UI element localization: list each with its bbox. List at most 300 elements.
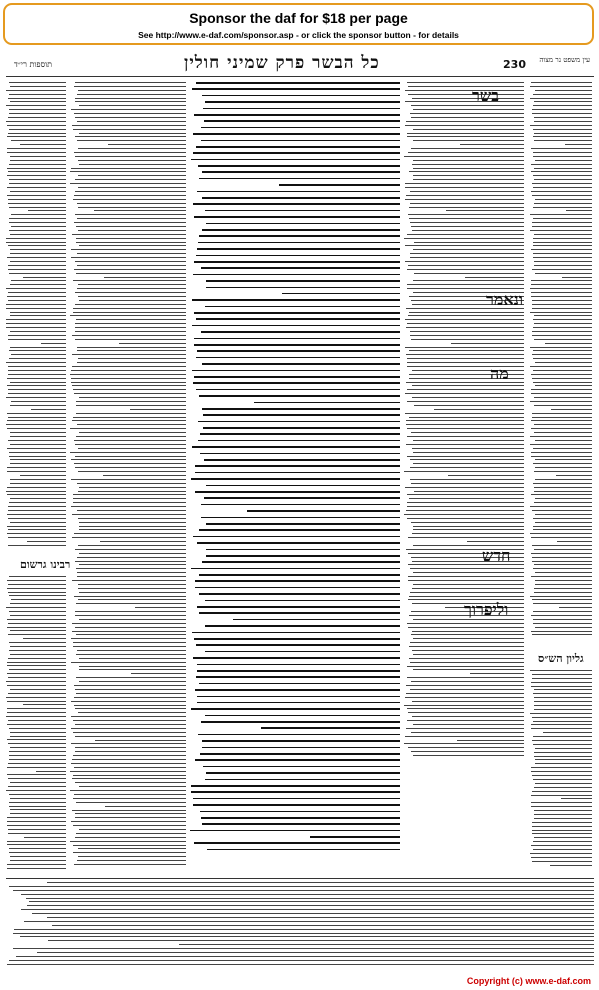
text-line	[8, 592, 66, 593]
text-line	[405, 125, 524, 126]
text-line	[9, 751, 66, 752]
text-line	[206, 772, 400, 774]
text-line	[413, 140, 524, 141]
text-line	[10, 191, 66, 192]
text-line	[74, 596, 187, 597]
text-line	[78, 518, 186, 519]
text-line	[199, 235, 400, 237]
text-line	[534, 752, 592, 753]
text-line	[195, 580, 400, 582]
text-line	[78, 856, 186, 857]
chapter-heading: כל הבשר פרק שמיני חולין	[184, 53, 380, 73]
text-line	[27, 905, 594, 906]
text-line	[74, 685, 186, 686]
text-line	[407, 133, 525, 134]
text-line	[409, 596, 524, 597]
text-line	[533, 207, 592, 208]
text-line	[10, 483, 66, 484]
text-line	[261, 727, 400, 729]
text-line	[7, 964, 594, 965]
text-line	[72, 537, 186, 538]
text-line	[8, 658, 66, 659]
text-line	[75, 689, 186, 690]
text-line	[70, 452, 186, 453]
text-line	[532, 109, 592, 110]
text-line	[74, 440, 186, 441]
text-line	[533, 187, 592, 188]
text-line	[10, 315, 66, 316]
text-line	[7, 774, 66, 775]
sponsor-banner[interactable]	[3, 3, 594, 45]
text-line	[7, 471, 66, 472]
text-line	[36, 771, 66, 772]
text-line	[531, 631, 592, 632]
text-line	[73, 280, 186, 281]
text-line	[74, 705, 186, 706]
text-line	[532, 195, 592, 196]
text-line	[530, 366, 592, 367]
text-line	[191, 708, 400, 710]
text-line	[73, 720, 186, 721]
text-line	[530, 596, 592, 597]
text-line	[532, 300, 592, 301]
text-line	[10, 813, 66, 814]
text-line	[193, 804, 400, 806]
text-line	[412, 588, 524, 589]
text-line	[7, 701, 66, 702]
text-line	[413, 440, 524, 441]
text-line	[533, 526, 592, 527]
text-line	[205, 779, 400, 781]
text-line	[533, 129, 592, 130]
text-line	[197, 248, 400, 250]
text-line	[191, 159, 400, 161]
text-line	[201, 517, 400, 519]
text-line	[7, 136, 66, 137]
text-line	[409, 218, 524, 219]
text-line	[408, 627, 524, 628]
text-line	[531, 494, 592, 495]
text-line	[9, 164, 66, 165]
text-line	[407, 708, 524, 709]
text-line	[7, 385, 66, 386]
text-line	[533, 603, 592, 604]
text-line	[76, 693, 186, 694]
text-line	[79, 397, 186, 398]
text-line	[534, 701, 592, 702]
text-line	[79, 529, 186, 530]
text-line	[7, 168, 66, 169]
text-line	[199, 574, 400, 576]
text-line	[409, 207, 524, 208]
text-line	[535, 160, 592, 161]
text-line	[7, 526, 66, 527]
text-line	[10, 479, 66, 480]
text-line	[310, 836, 400, 838]
text-line	[414, 273, 524, 274]
text-line	[8, 199, 66, 200]
text-line	[404, 471, 524, 472]
text-line	[8, 829, 66, 830]
text-line	[77, 650, 186, 651]
text-line	[411, 432, 524, 433]
text-line	[410, 113, 524, 114]
text-line	[199, 593, 400, 595]
text-line	[11, 280, 66, 281]
text-line	[75, 136, 186, 137]
text-line	[8, 518, 66, 519]
text-line	[457, 740, 524, 741]
text-line	[407, 234, 524, 235]
text-line	[412, 533, 524, 534]
text-line	[9, 806, 66, 807]
text-line	[531, 771, 592, 772]
text-line	[192, 446, 400, 448]
text-line	[195, 472, 400, 474]
text-line	[533, 483, 592, 484]
text-line	[533, 175, 592, 176]
text-line	[7, 817, 66, 818]
text-line	[535, 763, 592, 764]
text-line	[532, 113, 592, 114]
text-line	[532, 791, 592, 792]
text-line	[531, 284, 592, 285]
text-line	[6, 121, 66, 122]
text-line	[460, 144, 524, 145]
text-line	[532, 354, 592, 355]
text-line	[70, 428, 186, 429]
text-line	[14, 929, 594, 930]
text-line	[72, 366, 186, 367]
text-line	[535, 572, 592, 573]
text-line	[13, 933, 594, 934]
text-line	[410, 479, 524, 480]
text-line	[73, 498, 186, 499]
text-line	[407, 720, 524, 721]
text-line	[135, 607, 186, 608]
text-line	[534, 101, 592, 102]
text-line	[8, 393, 66, 394]
text-line	[76, 226, 186, 227]
text-line	[100, 541, 186, 542]
text-line	[193, 798, 400, 800]
text-line	[410, 467, 524, 468]
text-line	[70, 841, 186, 842]
text-line	[74, 767, 186, 768]
text-line	[405, 101, 524, 102]
text-line	[76, 413, 186, 414]
text-line	[8, 370, 66, 371]
text-line	[76, 238, 186, 239]
text-line	[71, 249, 186, 250]
text-line	[73, 308, 186, 309]
text-line	[534, 315, 592, 316]
text-line	[9, 728, 66, 729]
text-line	[7, 724, 66, 725]
text-line	[565, 144, 592, 145]
text-line	[78, 545, 186, 546]
text-line	[73, 502, 186, 503]
text-line	[75, 327, 186, 328]
text-line	[203, 427, 400, 429]
text-line	[531, 148, 592, 149]
text-line	[104, 277, 186, 278]
text-line	[9, 502, 66, 503]
text-line	[193, 152, 400, 154]
text-line	[78, 448, 186, 449]
text-line	[75, 339, 186, 340]
text-line	[407, 436, 524, 437]
text-line	[6, 238, 66, 239]
text-line	[72, 623, 186, 624]
text-line	[74, 222, 186, 223]
text-line	[7, 580, 66, 581]
text-line	[73, 646, 186, 647]
text-line	[412, 650, 524, 651]
text-line	[9, 113, 66, 114]
text-line	[8, 300, 66, 301]
text-line	[532, 674, 592, 675]
text-line	[9, 179, 66, 180]
text-line	[205, 101, 400, 103]
text-line	[531, 845, 592, 846]
text-line	[405, 319, 524, 320]
text-line	[405, 393, 524, 394]
text-line	[531, 164, 592, 165]
sponsor-subtitle: See http://www.e-daf.com/sponsor.asp - or click the sponsor button - for details	[138, 30, 459, 40]
text-line	[201, 504, 400, 506]
text-line	[191, 478, 400, 480]
text-line	[534, 140, 592, 141]
text-line	[405, 487, 524, 488]
text-line	[531, 682, 592, 683]
text-line	[198, 242, 400, 244]
text-line	[193, 382, 400, 384]
text-line	[10, 736, 66, 737]
text-line	[406, 195, 524, 196]
text-line	[9, 456, 66, 457]
text-line	[531, 456, 592, 457]
text-line	[530, 230, 592, 231]
gemara-column	[190, 82, 400, 862]
text-line	[9, 960, 594, 961]
text-line	[413, 669, 524, 670]
text-line	[10, 261, 66, 262]
text-line	[75, 817, 186, 818]
text-line	[196, 82, 400, 84]
text-line	[76, 568, 186, 569]
text-line	[10, 249, 66, 250]
text-line	[205, 306, 400, 308]
text-line	[535, 90, 592, 91]
text-line	[413, 179, 524, 180]
text-line	[76, 677, 186, 678]
text-line	[71, 168, 186, 169]
text-line	[71, 716, 186, 717]
text-line	[10, 615, 66, 616]
text-line	[79, 658, 186, 659]
text-line	[410, 253, 524, 254]
text-line	[406, 693, 524, 694]
text-line	[198, 165, 400, 167]
text-line	[7, 627, 66, 628]
text-line	[407, 136, 524, 137]
text-line	[206, 549, 400, 551]
text-line	[7, 296, 66, 297]
text-line	[75, 156, 186, 157]
text-line	[198, 734, 400, 736]
text-line	[10, 436, 66, 437]
text-line	[79, 786, 186, 787]
text-line	[78, 358, 186, 359]
text-line	[10, 732, 66, 733]
text-line	[199, 178, 400, 180]
text-line	[196, 389, 400, 391]
text-line	[532, 269, 592, 270]
text-line	[411, 522, 524, 523]
text-line	[411, 105, 524, 106]
text-line	[73, 775, 186, 776]
text-line	[413, 160, 524, 161]
text-line	[530, 506, 592, 507]
text-line	[534, 787, 592, 788]
text-line	[203, 414, 400, 416]
text-line	[75, 467, 186, 468]
text-line	[7, 448, 66, 449]
text-line	[559, 607, 592, 608]
head-rule	[6, 76, 594, 77]
text-line	[9, 576, 66, 577]
text-line	[10, 856, 66, 857]
text-line	[534, 265, 592, 266]
text-line	[201, 721, 400, 723]
text-line	[23, 277, 66, 278]
text-line	[73, 732, 186, 733]
text-line	[6, 319, 66, 320]
text-line	[535, 514, 592, 515]
text-line	[77, 510, 186, 511]
text-line	[533, 105, 592, 106]
text-line	[405, 187, 524, 188]
text-line	[11, 354, 66, 355]
text-line	[532, 413, 592, 414]
text-line	[202, 197, 400, 199]
text-line	[465, 277, 524, 278]
text-line	[79, 300, 186, 301]
text-line	[7, 619, 66, 620]
text-line	[10, 459, 66, 460]
text-line	[16, 956, 594, 957]
text-line	[8, 623, 66, 624]
text-line	[10, 603, 66, 604]
text-line	[21, 909, 594, 910]
text-line	[566, 210, 592, 211]
text-line	[530, 401, 592, 402]
text-line	[200, 433, 400, 435]
text-line	[8, 529, 66, 530]
text-line	[205, 210, 400, 212]
text-line	[532, 861, 592, 862]
text-line	[195, 689, 400, 691]
text-line	[23, 638, 66, 639]
text-line	[10, 160, 66, 161]
text-line	[71, 701, 186, 702]
text-line	[7, 712, 66, 713]
text-line	[8, 693, 66, 694]
text-line	[534, 588, 592, 589]
text-line	[534, 810, 592, 811]
text-line	[191, 785, 400, 787]
text-line	[534, 487, 592, 488]
text-line	[78, 491, 186, 492]
text-line	[79, 105, 186, 106]
text-line	[413, 529, 524, 530]
text-line	[467, 541, 524, 542]
text-line	[534, 814, 592, 815]
text-line	[413, 249, 524, 250]
text-line	[405, 261, 524, 262]
text-line	[20, 475, 66, 476]
text-line	[72, 759, 186, 760]
text-line	[10, 405, 66, 406]
text-line	[71, 382, 186, 383]
text-line	[75, 82, 186, 83]
text-line	[532, 599, 592, 600]
text-line	[531, 82, 592, 83]
text-line	[9, 794, 66, 795]
text-line	[8, 584, 66, 585]
text-line	[414, 405, 524, 406]
text-line	[73, 312, 186, 313]
text-line	[11, 140, 66, 141]
text-line	[27, 541, 66, 542]
text-line	[8, 133, 66, 134]
text-line	[8, 720, 66, 721]
text-line	[534, 837, 592, 838]
right-box-heading: גליון הש״ס	[538, 652, 584, 665]
text-line	[10, 101, 66, 102]
text-line	[532, 417, 592, 418]
text-line	[409, 171, 524, 172]
text-line	[408, 214, 524, 215]
text-line	[73, 852, 186, 853]
text-line	[73, 642, 186, 643]
text-line	[531, 802, 592, 803]
text-line	[533, 218, 592, 219]
text-line	[78, 230, 186, 231]
text-line	[192, 299, 400, 301]
copyright-link[interactable]: Copyright (c) www.e-daf.com	[466, 976, 591, 986]
text-line	[532, 545, 592, 546]
text-line	[190, 830, 400, 832]
text-line	[78, 90, 186, 91]
text-line	[8, 677, 66, 678]
text-line	[75, 456, 186, 457]
text-line	[75, 444, 186, 445]
text-line	[10, 654, 66, 655]
text-line	[534, 689, 592, 690]
text-line	[78, 848, 186, 849]
text-line	[532, 557, 592, 558]
text-line	[407, 288, 524, 289]
text-line	[75, 214, 186, 215]
text-line	[194, 344, 400, 346]
text-line	[9, 222, 66, 223]
text-line	[535, 467, 592, 468]
text-line	[411, 148, 524, 149]
text-line	[532, 561, 592, 562]
text-line	[199, 395, 400, 397]
